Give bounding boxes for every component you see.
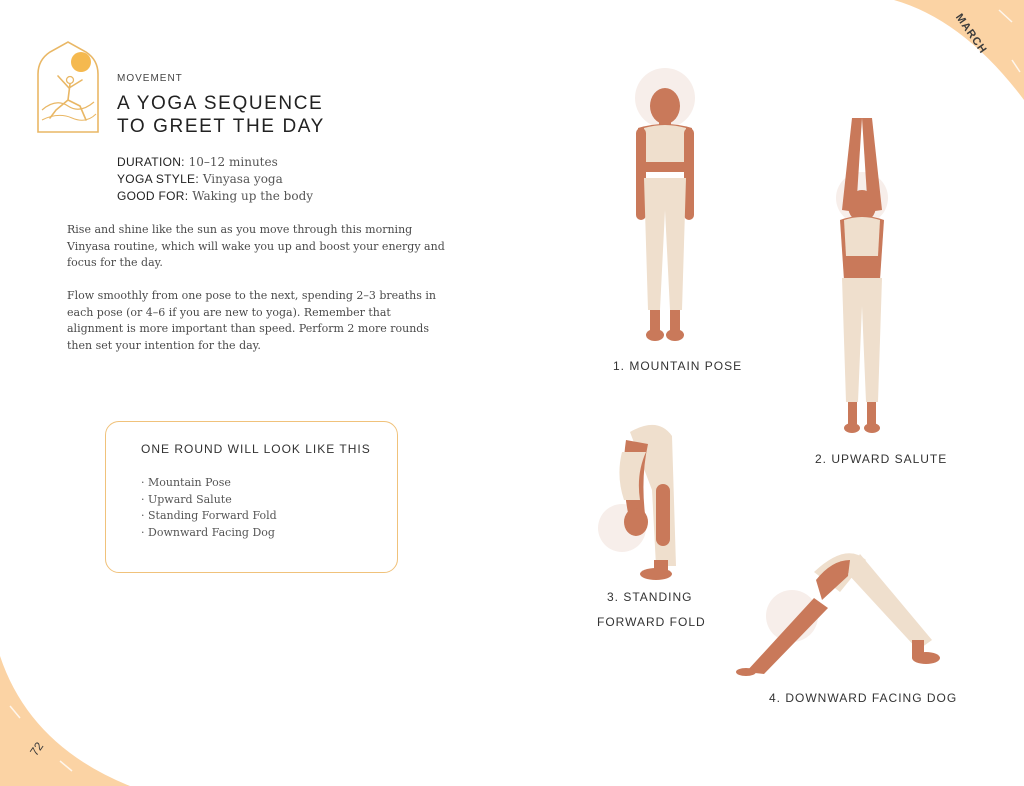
- detail-value: 10–12 minutes: [188, 155, 278, 169]
- list-item: · Downward Facing Dog: [141, 525, 277, 542]
- title-line: TO GREET THE DAY: [117, 116, 325, 137]
- pose-label-mountain: 1. MOUNTAIN POSE: [613, 359, 743, 373]
- round-summary-list: [141, 475, 277, 541]
- detail-row: [117, 154, 313, 171]
- month-label: MARCH: [952, 11, 990, 57]
- title-line: A YOGA SEQUENCE: [117, 93, 324, 114]
- list-item: · Upward Salute: [141, 492, 277, 509]
- detail-row: [117, 171, 313, 188]
- list-item: · Mountain Pose: [141, 475, 277, 492]
- page-number: 72: [27, 739, 47, 759]
- session-details: [117, 154, 313, 205]
- pose-label-forward-fold-line1: 3. STANDING: [607, 590, 693, 604]
- detail-label: YOGA STYLE:: [117, 172, 199, 186]
- detail-value: Waking up the body: [192, 189, 314, 203]
- upward-salute-illustration: [836, 118, 888, 433]
- detail-value: Vinyasa yoga: [202, 172, 283, 186]
- forward-fold-illustration: [598, 425, 676, 580]
- round-summary-title: ONE ROUND WILL LOOK LIKE THIS: [141, 442, 371, 456]
- detail-row: [117, 188, 313, 205]
- round-summary-box: [105, 421, 398, 573]
- detail-label: DURATION:: [117, 155, 185, 169]
- mountain-pose-illustration: [635, 68, 695, 341]
- pose-illustrations: [560, 60, 1000, 740]
- list-item: · Standing Forward Fold: [141, 508, 277, 525]
- pose-label-forward-fold-line2: FORWARD FOLD: [597, 615, 706, 629]
- instruction-paragraph: Flow smoothly from one pose to the next, spending 2–3 breaths in each pose (or 4–6 if you are new to yoga). Remember that alignment is more important than speed. Perform 2 more rounds then set your intention for the day.: [67, 289, 436, 352]
- detail-label: GOOD FOR:: [117, 189, 189, 203]
- pose-label-downward-dog: 4. DOWNWARD FACING DOG: [769, 691, 958, 705]
- yoga-pose-logo-icon: [36, 40, 100, 136]
- corner-decoration-bottom-left: [0, 656, 130, 786]
- page-title: [117, 92, 325, 138]
- downward-dog-illustration: [736, 553, 940, 676]
- sun-icon: [71, 52, 91, 72]
- pose-label-upward-salute: 2. UPWARD SALUTE: [815, 452, 948, 466]
- intro-paragraph: Rise and shine like the sun as you move through this morning Vinyasa routine, which will wake you up and boost your energy and focus for the day.: [67, 223, 445, 269]
- category-label: MOVEMENT: [117, 73, 183, 84]
